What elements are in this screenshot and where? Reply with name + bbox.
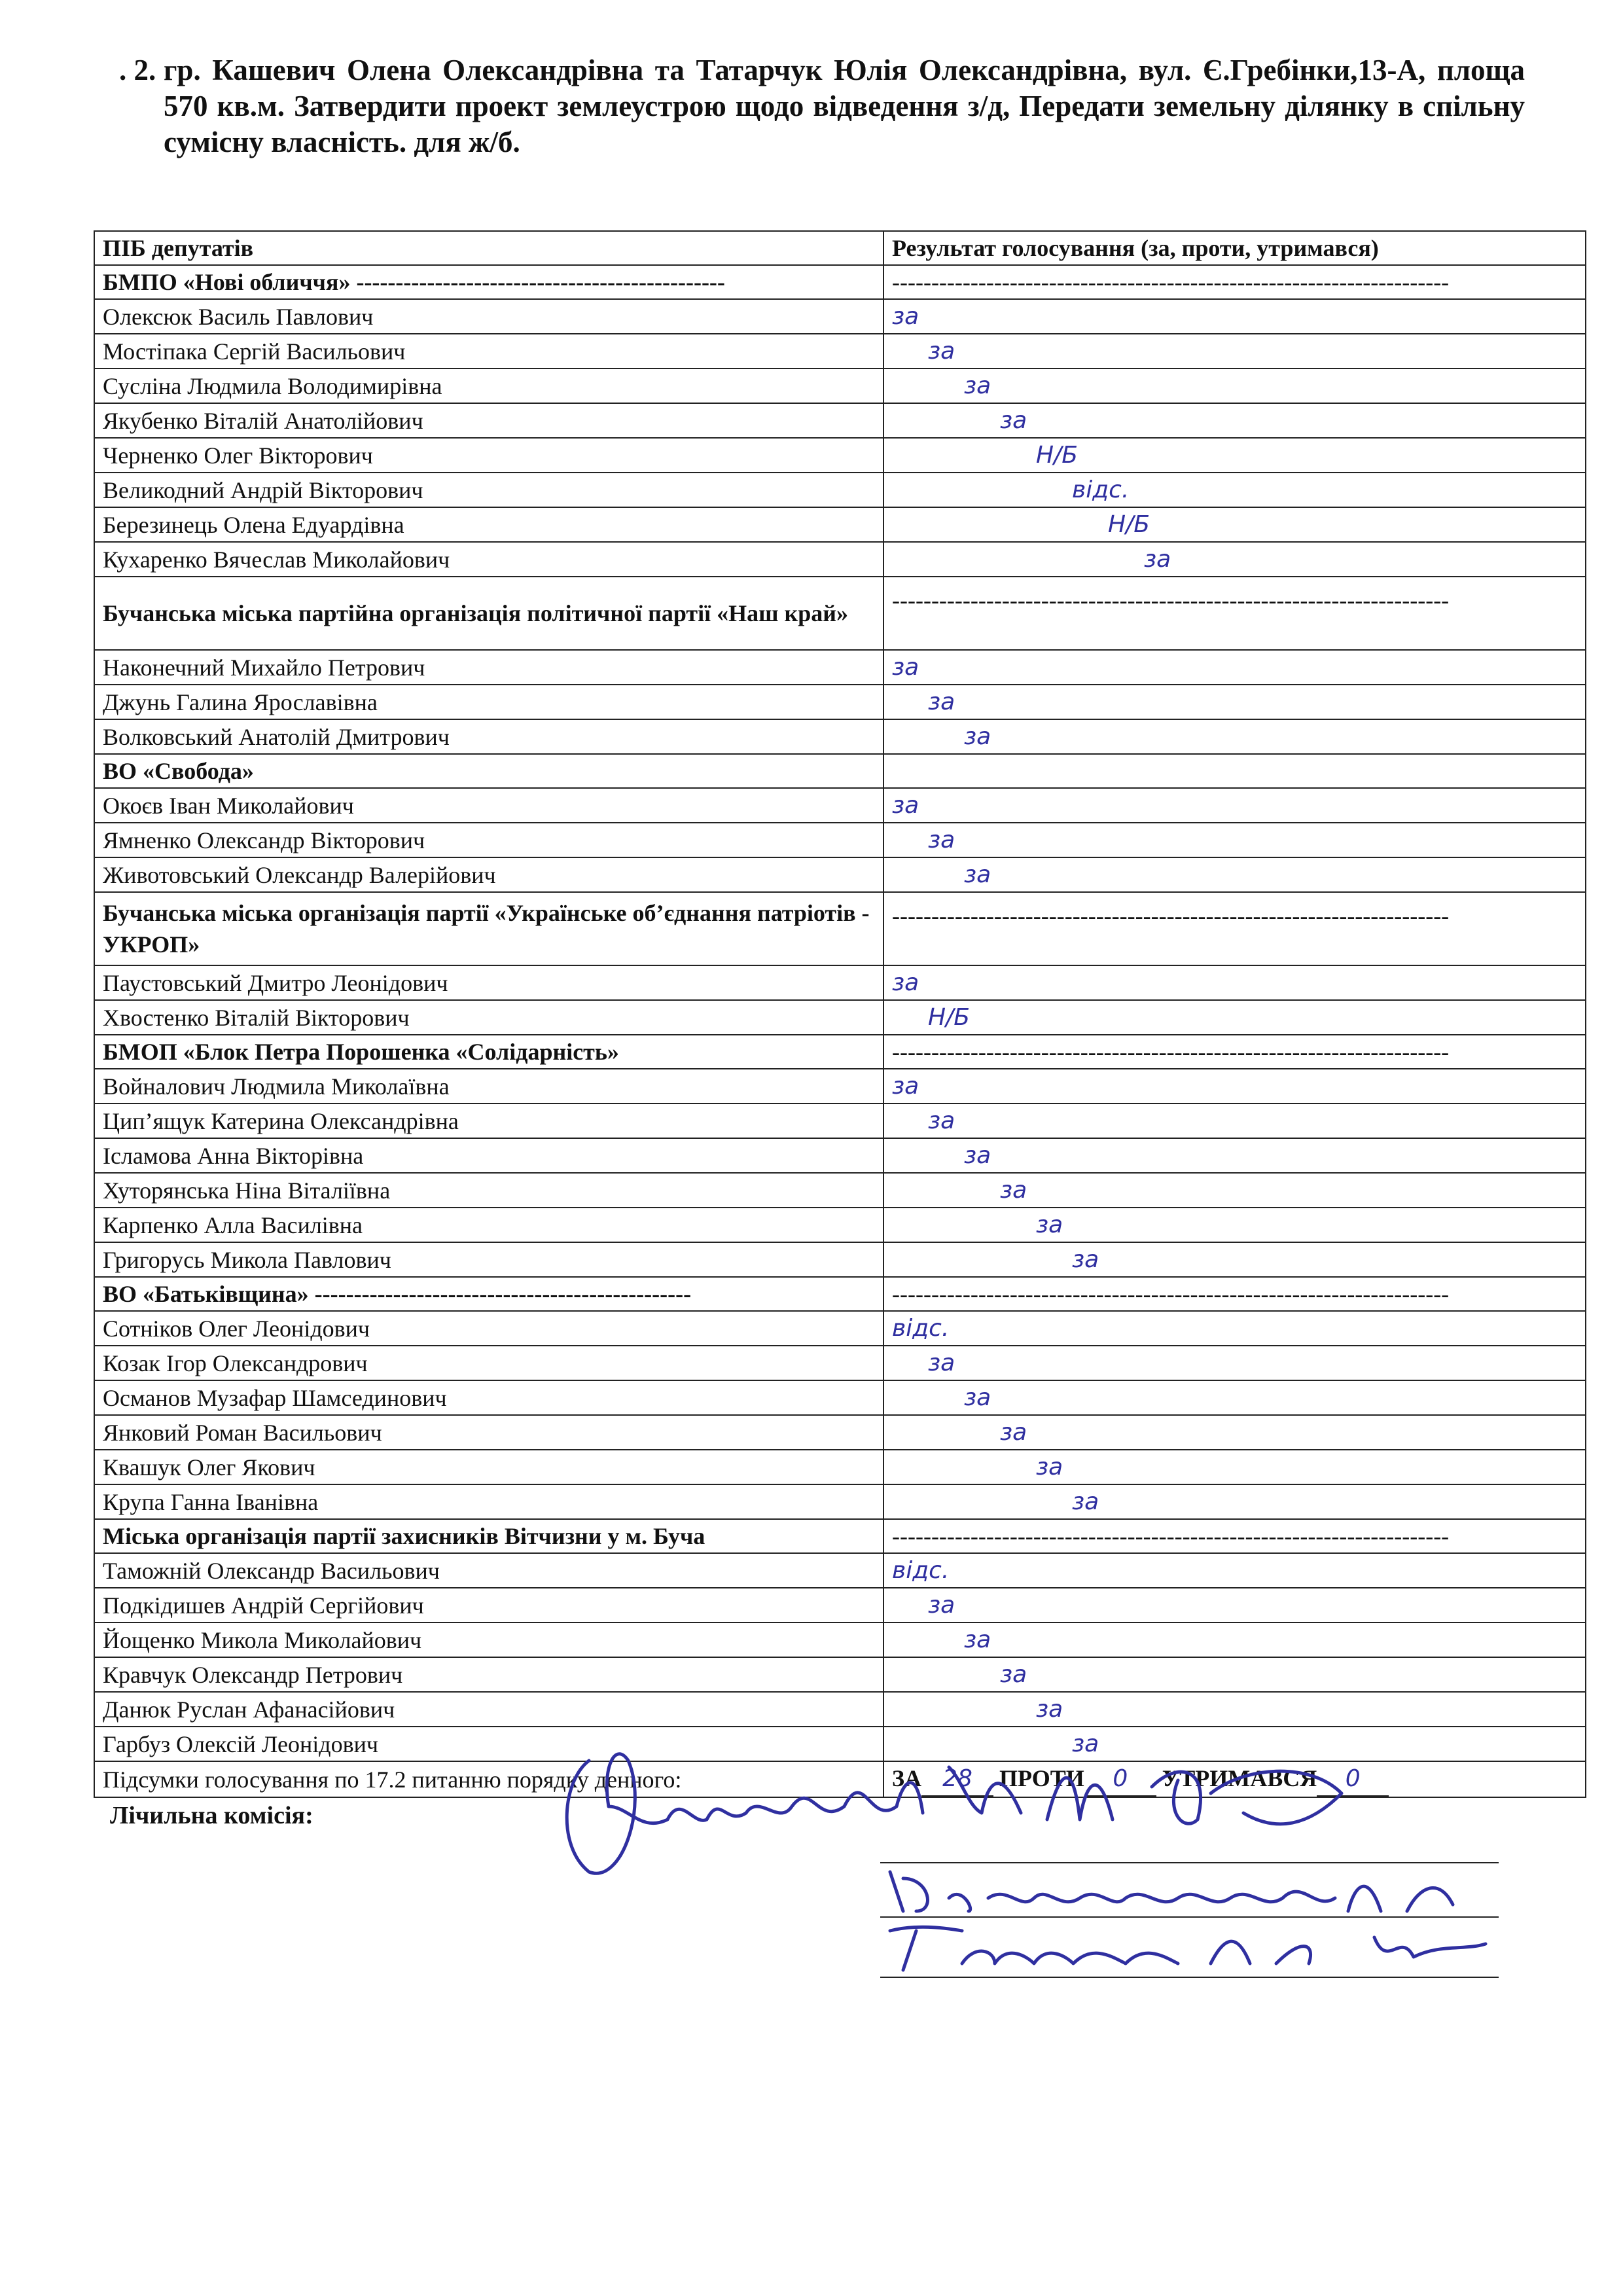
deputy-row	[94, 685, 1586, 719]
deputy-vote-cell	[883, 857, 1586, 892]
handwritten-vote: за	[892, 792, 919, 819]
party-name: ВО «Батьківщина» ------------------------------------------------	[94, 1277, 883, 1311]
party-name: ВО «Свобода»	[94, 754, 883, 788]
deputy-name: Наконечний Михайло Петрович	[94, 650, 883, 685]
summary-row	[94, 1761, 1586, 1797]
deputy-row	[94, 1484, 1586, 1519]
handwritten-vote: за	[1036, 1696, 1063, 1723]
deputy-vote-cell	[883, 1208, 1586, 1242]
deputy-row	[94, 1623, 1586, 1657]
handwritten-vote: за	[964, 861, 991, 888]
table-header-row	[94, 231, 1586, 265]
party-result-dashes: -----------------------------------------------------------------------	[883, 1277, 1586, 1311]
deputy-vote-cell	[883, 403, 1586, 438]
handwritten-vote: за	[892, 969, 919, 996]
za-value: 28	[921, 1763, 993, 1797]
deputy-vote-cell	[883, 823, 1586, 857]
deputy-row	[94, 1588, 1586, 1623]
deputy-vote-cell	[883, 473, 1586, 507]
deputy-vote-cell	[883, 965, 1586, 1000]
deputy-row	[94, 1692, 1586, 1727]
deputy-vote-cell	[883, 1588, 1586, 1623]
handwritten-vote: відс.	[892, 1315, 950, 1342]
deputy-row	[94, 1553, 1586, 1588]
deputy-name: Якубенко Віталій Анатолійович	[94, 403, 883, 438]
deputy-name: Хуторянська Ніна Віталіївна	[94, 1173, 883, 1208]
signature-line-2	[880, 1916, 1499, 1918]
deputy-name: Великодний Андрій Вікторович	[94, 473, 883, 507]
party-name: БМОП «Блок Петра Порошенка «Солідарність»	[94, 1035, 883, 1069]
party-result-dashes: -----------------------------------------------------------------------	[883, 265, 1586, 299]
handwritten-vote: за	[928, 338, 955, 365]
za-label: ЗА	[892, 1765, 921, 1791]
deputy-vote-cell	[883, 1346, 1586, 1380]
deputy-vote-cell	[883, 1657, 1586, 1692]
deputy-name: Сусліна Людмила Володимирівна	[94, 368, 883, 403]
handwritten-vote: за	[1072, 1246, 1099, 1273]
deputy-vote-cell	[883, 1623, 1586, 1657]
proty-value: 0	[1084, 1763, 1156, 1797]
handwritten-vote: за	[1000, 1177, 1027, 1204]
deputy-row	[94, 1346, 1586, 1380]
deputy-vote-cell	[883, 1380, 1586, 1415]
utr-label: УТРИМАВСЯ	[1162, 1765, 1317, 1791]
deputy-row	[94, 368, 1586, 403]
handwritten-vote: відс.	[892, 1557, 950, 1584]
handwritten-vote: за	[928, 1350, 955, 1376]
deputy-vote-cell	[883, 1450, 1586, 1484]
deputy-vote-cell	[883, 1692, 1586, 1727]
deputy-name: Кравчук Олександр Петрович	[94, 1657, 883, 1692]
party-row	[94, 754, 1586, 788]
deputy-vote-cell	[883, 1138, 1586, 1173]
deputy-vote-cell	[883, 1173, 1586, 1208]
party-result-dashes: -----------------------------------------------------------------------	[883, 892, 1586, 965]
deputy-vote-cell	[883, 507, 1586, 542]
handwritten-vote: за	[1036, 1211, 1063, 1238]
handwritten-vote: за	[1072, 1731, 1099, 1757]
deputy-vote-cell	[883, 1484, 1586, 1519]
handwritten-vote: за	[892, 1073, 919, 1100]
deputy-name: Османов Музафар Шамсединович	[94, 1380, 883, 1415]
deputy-row	[94, 299, 1586, 334]
deputy-name: Квашук Олег Якович	[94, 1450, 883, 1484]
deputy-vote-cell	[883, 1553, 1586, 1588]
deputy-name: Животовський Олександр Валерійович	[94, 857, 883, 892]
party-result-dashes: -----------------------------------------------------------------------	[883, 577, 1586, 650]
deputy-row	[94, 542, 1586, 577]
deputy-name: Крупа Ганна Іванівна	[94, 1484, 883, 1519]
deputy-name: Григорусь Микола Павлович	[94, 1242, 883, 1277]
deputy-row	[94, 1000, 1586, 1035]
party-result-dashes	[883, 754, 1586, 788]
deputy-vote-cell	[883, 685, 1586, 719]
deputy-name: Таможній Олександр Васильович	[94, 1553, 883, 1588]
deputy-name: Черненко Олег Вікторович	[94, 438, 883, 473]
party-result-dashes: -----------------------------------------------------------------------	[883, 1035, 1586, 1069]
signature-podkidyshev	[890, 1872, 1453, 1911]
party-result-dashes: -----------------------------------------------------------------------	[883, 1519, 1586, 1553]
deputy-name: Цип’ящук Катерина Олександрівна	[94, 1103, 883, 1138]
deputy-name: Олексюк Василь Павлович	[94, 299, 883, 334]
deputy-vote-cell	[883, 1727, 1586, 1761]
header-result: Результат голосування (за, проти, утримався)	[883, 231, 1586, 265]
deputy-name: Гарбуз Олексій Леонідович	[94, 1727, 883, 1761]
handwritten-vote: за	[964, 723, 991, 750]
deputy-row	[94, 1450, 1586, 1484]
deputy-name: Ісламова Анна Вікторівна	[94, 1138, 883, 1173]
party-row	[94, 1277, 1586, 1311]
signature-line-1	[880, 1862, 1499, 1863]
counting-commission-label: Лічильна комісія:	[110, 1802, 313, 1829]
deputy-name: Кухаренко Вячеслав Миколайович	[94, 542, 883, 577]
deputy-row	[94, 334, 1586, 368]
header-name: ПІБ депутатів	[94, 231, 883, 265]
handwritten-vote: за	[1000, 407, 1027, 434]
deputy-vote-cell	[883, 719, 1586, 754]
handwritten-vote: за	[1000, 1661, 1027, 1688]
handwritten-vote: за	[1072, 1488, 1099, 1515]
deputy-row	[94, 1415, 1586, 1450]
deputy-vote-cell	[883, 368, 1586, 403]
party-row	[94, 577, 1586, 650]
party-name: Міська організація партії захисників Вітчизни у м. Буча	[94, 1519, 883, 1553]
signature-islamova	[890, 1927, 1486, 1970]
deputy-row	[94, 965, 1586, 1000]
deputy-name: Данюк Руслан Афанасійович	[94, 1692, 883, 1727]
deputy-row	[94, 403, 1586, 438]
deputy-name: Войналович Людмила Миколаївна	[94, 1069, 883, 1103]
deputy-vote-cell	[883, 1311, 1586, 1346]
deputy-row	[94, 1380, 1586, 1415]
deputy-name: Мостіпака Сергій Васильович	[94, 334, 883, 368]
deputy-name: Волковський Анатолій Дмитрович	[94, 719, 883, 754]
party-name: Бучанська міська організація партії «Українське об’єднання патріотів - УКРОП»	[94, 892, 883, 965]
voting-table	[94, 230, 1586, 1798]
item-number: . 2.	[119, 54, 156, 86]
party-row	[94, 1519, 1586, 1553]
deputy-vote-cell	[883, 542, 1586, 577]
handwritten-vote: за	[928, 827, 955, 853]
deputy-name: Янковий Роман Васильович	[94, 1415, 883, 1450]
deputy-row	[94, 1311, 1586, 1346]
deputy-name: Йощенко Микола Миколайович	[94, 1623, 883, 1657]
deputy-row	[94, 1138, 1586, 1173]
handwritten-vote: за	[928, 689, 955, 715]
handwritten-vote: за	[964, 372, 991, 399]
deputy-name: Подкідишев Андрій Сергійович	[94, 1588, 883, 1623]
deputy-name: Паустовський Дмитро Леонідович	[94, 965, 883, 1000]
signature-line-3	[880, 1977, 1499, 1978]
utr-value: 0	[1317, 1763, 1389, 1797]
deputy-row	[94, 1208, 1586, 1242]
handwritten-vote: за	[928, 1107, 955, 1134]
deputy-name: Ямненко Олександр Вікторович	[94, 823, 883, 857]
handwritten-vote: за	[928, 1592, 955, 1619]
handwritten-vote: за	[892, 303, 919, 330]
deputy-row	[94, 719, 1586, 754]
handwritten-vote: Н/Б	[1036, 442, 1078, 469]
deputy-name: Березинець Олена Едуардівна	[94, 507, 883, 542]
deputy-row	[94, 507, 1586, 542]
deputy-vote-cell	[883, 334, 1586, 368]
summary-values	[883, 1761, 1586, 1797]
deputy-vote-cell	[883, 1103, 1586, 1138]
deputy-row	[94, 788, 1586, 823]
deputy-row	[94, 1069, 1586, 1103]
deputy-name: Карпенко Алла Василівна	[94, 1208, 883, 1242]
party-name: БМПО «Нові обличчя» -----------------------------------------------	[94, 265, 883, 299]
handwritten-vote: за	[892, 654, 919, 681]
deputy-vote-cell	[883, 1069, 1586, 1103]
party-row	[94, 892, 1586, 965]
deputy-name: Окоєв Іван Миколайович	[94, 788, 883, 823]
handwritten-vote: за	[964, 1142, 991, 1169]
deputy-row	[94, 823, 1586, 857]
deputy-vote-cell	[883, 650, 1586, 685]
handwritten-vote: за	[964, 1626, 991, 1653]
deputy-row	[94, 650, 1586, 685]
deputy-vote-cell	[883, 1000, 1586, 1035]
deputy-name: Хвостенко Віталій Вікторович	[94, 1000, 883, 1035]
handwritten-vote: за	[1036, 1454, 1063, 1480]
deputy-row	[94, 1727, 1586, 1761]
party-row	[94, 1035, 1586, 1069]
deputy-row	[94, 1242, 1586, 1277]
handwritten-vote: за	[964, 1384, 991, 1411]
deputy-vote-cell	[883, 438, 1586, 473]
deputy-name: Козак Ігор Олександрович	[94, 1346, 883, 1380]
deputy-vote-cell	[883, 299, 1586, 334]
deputy-vote-cell	[883, 1242, 1586, 1277]
deputy-row	[94, 473, 1586, 507]
handwritten-vote: Н/Б	[928, 1004, 970, 1031]
proty-label: ПРОТИ	[999, 1765, 1084, 1791]
deputy-row	[94, 438, 1586, 473]
party-name: Бучанська міська партійна організація політичної партії «Наш край»	[94, 577, 883, 650]
item-text: гр. Кашевич Олена Олександрівна та Татарчук Юлія Олександрівна, вул. Є.Гребінки,13-А, площа 570 кв.м. Затвердити проект землеустрою щодо відведення з/д, Передати земельну ділянку в спільну сумісну власність. для ж/б.	[164, 54, 1525, 158]
handwritten-vote: відс.	[1072, 476, 1130, 503]
deputy-row	[94, 857, 1586, 892]
agenda-item	[119, 52, 1525, 160]
deputy-row	[94, 1103, 1586, 1138]
deputy-row	[94, 1657, 1586, 1692]
summary-label: Підсумки голосування по 17.2 питанню порядку денного:	[94, 1761, 883, 1797]
deputy-name: Сотніков Олег Леонідович	[94, 1311, 883, 1346]
deputy-row	[94, 1173, 1586, 1208]
party-row	[94, 265, 1586, 299]
handwritten-vote: за	[1000, 1419, 1027, 1446]
deputy-name: Джунь Галина Ярославівна	[94, 685, 883, 719]
handwritten-vote: за	[1144, 546, 1171, 573]
handwritten-vote: Н/Б	[1108, 511, 1150, 538]
deputy-vote-cell	[883, 1415, 1586, 1450]
deputy-vote-cell	[883, 788, 1586, 823]
